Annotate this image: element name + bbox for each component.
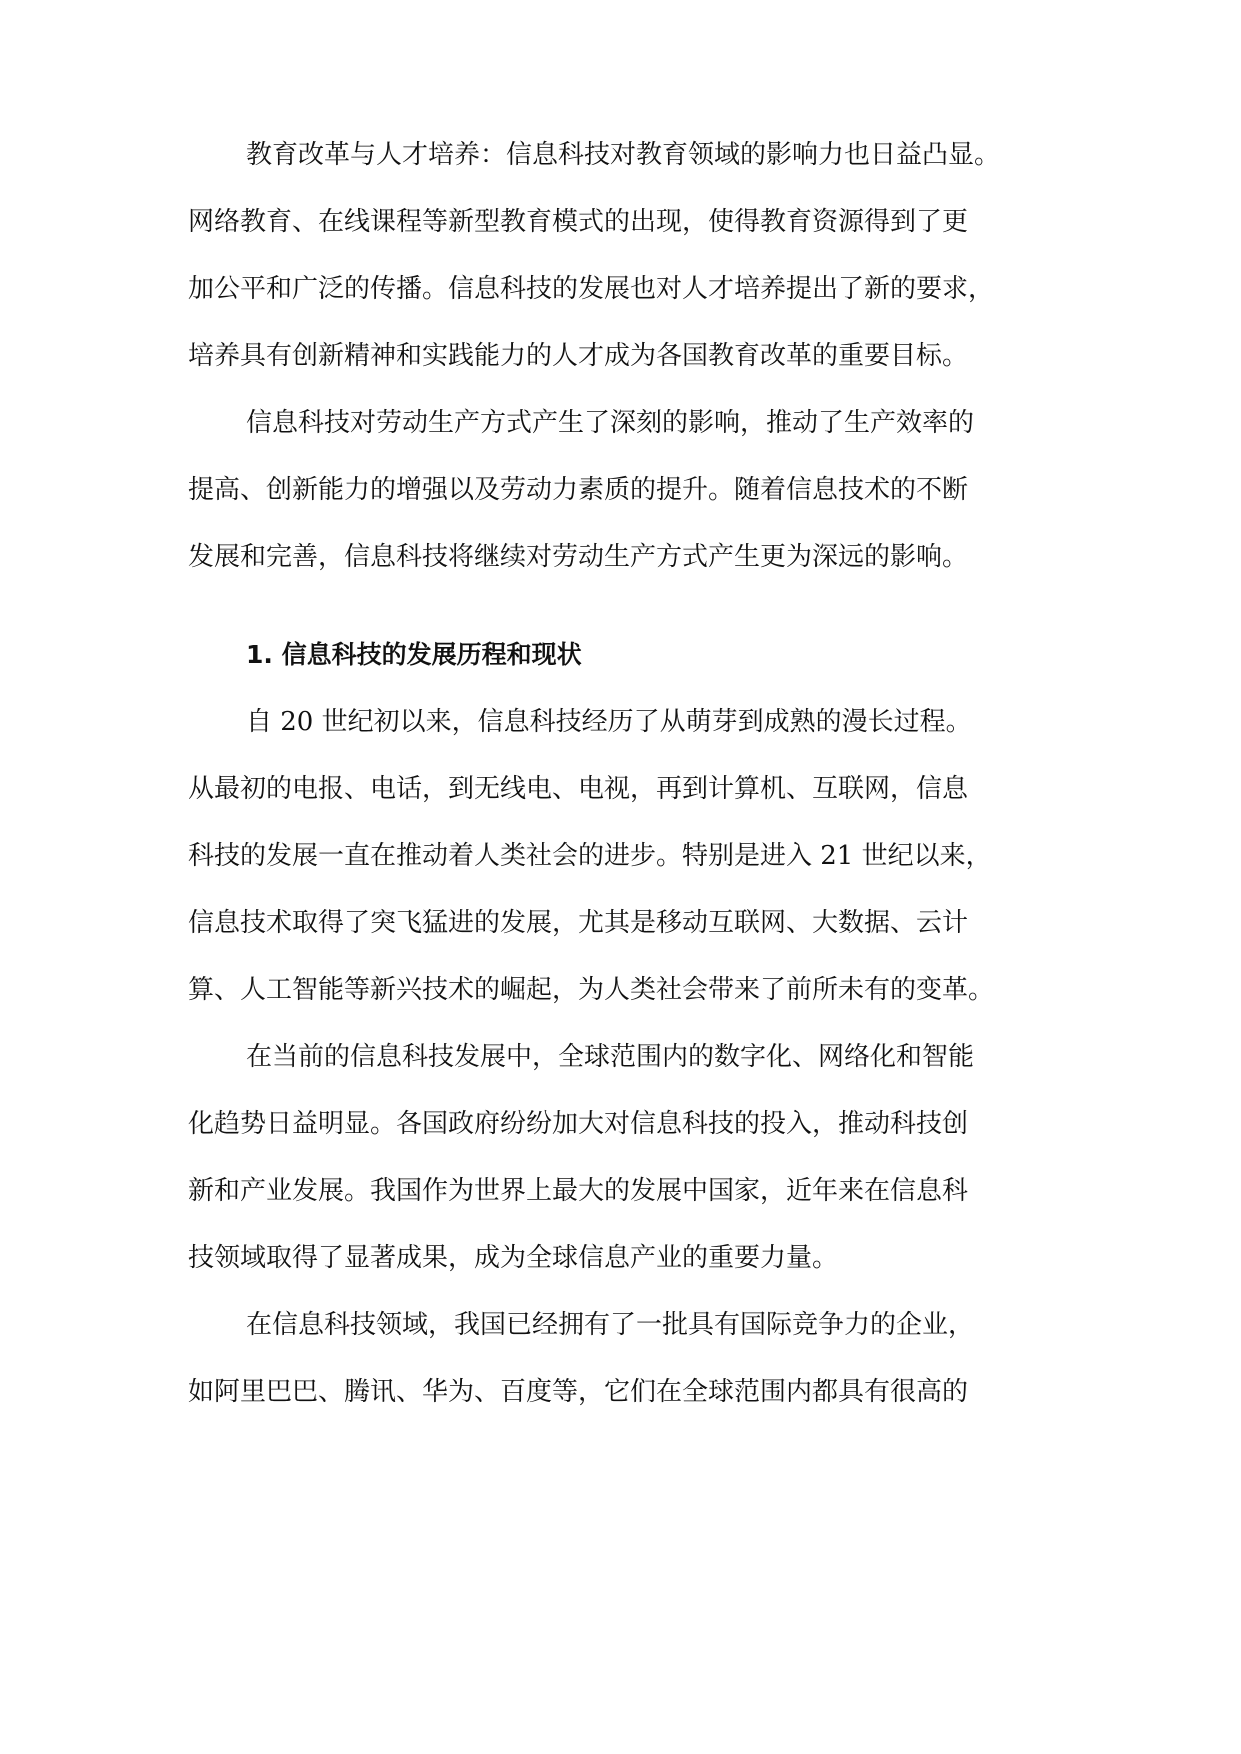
paragraph-line: 在信息科技领域，我国已经拥有了一批具有国际竞争力的企业， (246, 1310, 975, 1340)
paragraph-line: 算、人工智能等新兴技术的崛起，为人类社会带来了前所未有的变革。 (188, 975, 995, 1005)
paragraph-line: 信息技术取得了突飞猛进的发展，尤其是移动互联网、大数据、云计 (188, 908, 969, 938)
paragraph-line: 信息科技对劳动生产方式产生了深刻的影响，推动了生产效率的 (246, 408, 975, 438)
section-heading: 1. 信息科技的发展历程和现状 (246, 640, 582, 669)
paragraph-line: 加公平和广泛的传播。信息科技的发展也对人才培养提出了新的要求， (188, 274, 995, 304)
paragraph-line: 如阿里巴巴、腾讯、华为、百度等，它们在全球范围内都具有很高的 (188, 1377, 969, 1407)
paragraph-line: 发展和完善，信息科技将继续对劳动生产方式产生更为深远的影响。 (188, 542, 969, 572)
paragraph-line: 技领域取得了显著成果，成为全球信息产业的重要力量。 (188, 1243, 839, 1273)
paragraph-line: 自 20 世纪初以来，信息科技经历了从萌芽到成熟的漫长过程。 (246, 707, 972, 737)
paragraph-line: 在当前的信息科技发展中，全球范围内的数字化、网络化和智能 (246, 1042, 975, 1072)
paragraph-line: 培养具有创新精神和实践能力的人才成为各国教育改革的重要目标。 (188, 341, 969, 371)
paragraph-line: 新和产业发展。我国作为世界上最大的发展中国家，近年来在信息科 (188, 1176, 969, 1206)
paragraph-line: 从最初的电报、电话，到无线电、电视，再到计算机、互联网，信息 (188, 774, 969, 804)
paragraph-line: 化趋势日益明显。各国政府纷纷加大对信息科技的投入，推动科技创 (188, 1109, 969, 1139)
paragraph-line: 教育改革与人才培养：信息科技对教育领域的影响力也日益凸显。 (246, 140, 1001, 170)
paragraph-line: 提高、创新能力的增强以及劳动力素质的提升。随着信息技术的不断 (188, 475, 969, 505)
paragraph-line: 网络教育、在线课程等新型教育模式的出现，使得教育资源得到了更 (188, 207, 969, 237)
paragraph-line: 科技的发展一直在推动着人类社会的进步。特别是进入 21 世纪以来， (188, 841, 992, 871)
